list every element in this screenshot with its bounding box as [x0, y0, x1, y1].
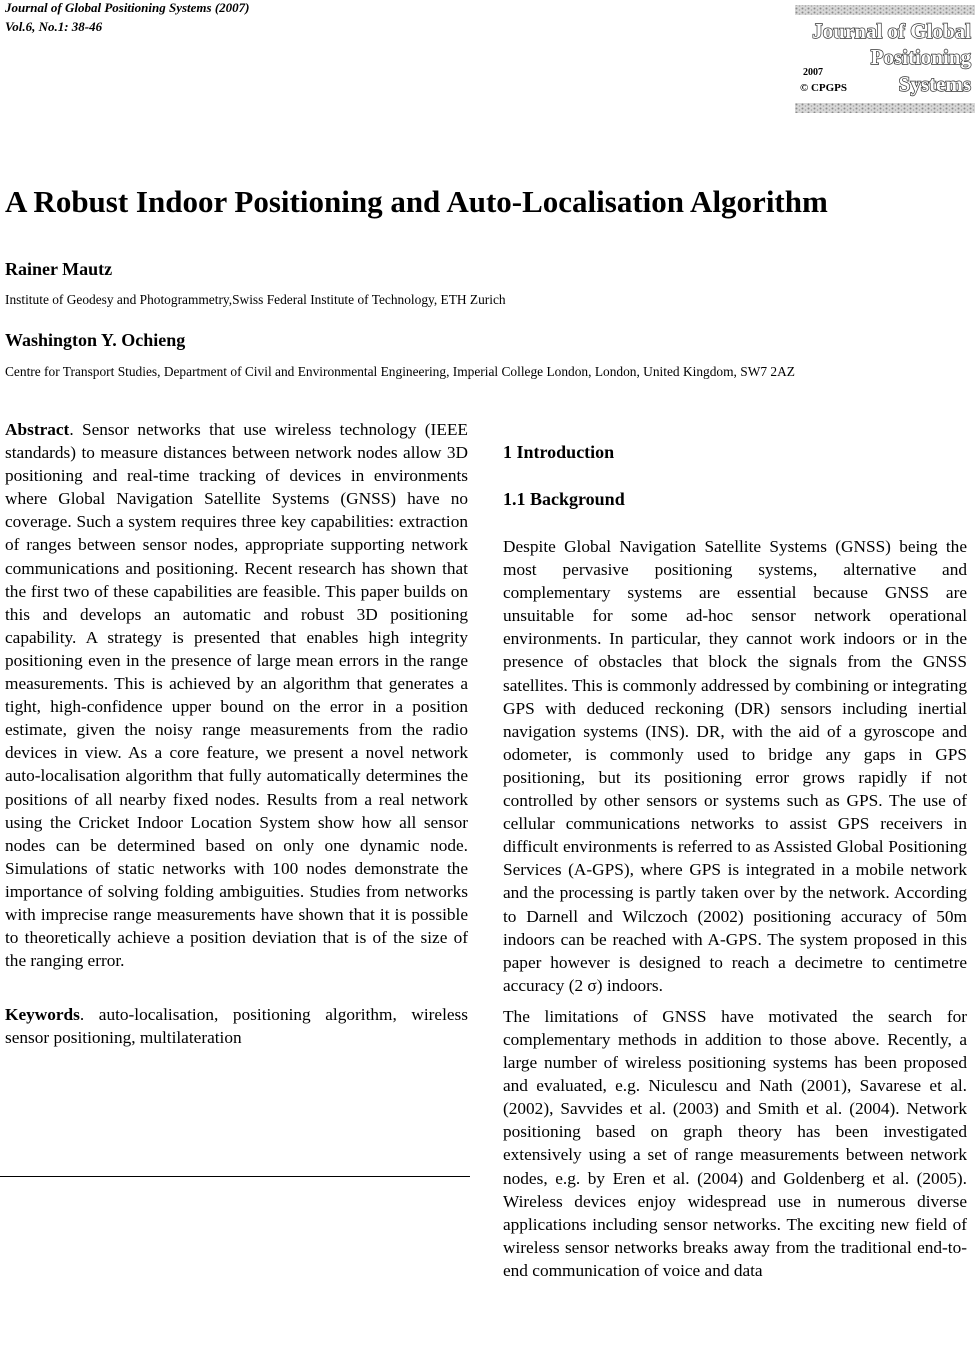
paper-title: A Robust Indoor Positioning and Auto-Localisation Algorithm [5, 184, 828, 219]
logo-year: 2007 [803, 67, 823, 78]
journal-volume: Vol.6, No.1: 38-46 [5, 19, 103, 34]
author-affiliation: Centre for Transport Studies, Department of Civil and Environmental Engineering, Imperial College London, London, United Kingdom, SW7 2AZ [5, 364, 795, 379]
logo-text-line1: Journal of Global [812, 19, 971, 43]
author-name: Rainer Mautz [5, 259, 113, 279]
keywords [5, 1003, 468, 1049]
body-paragraph: The limitations of GNSS have motivated the search for complementary methods in addition to those above. Recently, a large number of wireless positioning systems has been proposed and evaluated, e.g. Niculescu and Nath (2001), Savarese et al. (2002), Savvides et al. (2003) and Smith et al. (2004). Network positioning based on graph theory has been investigated extensively using a set of range measurements between network nodes, e.g. by Eren et al. (2004) and Goldenberg et al. (2005). Wireless devices enjoy widespread use in numerous diverse applications including sensor networks. The exciting new field of wireless sensor networks breaks away from the traditional end-to-end communication of voice and data [503, 1006, 967, 1280]
left-column [5, 418, 468, 1049]
section-heading: 1 Introduction [503, 442, 615, 462]
right-column [503, 441, 967, 1282]
keywords-text: . auto-localisation, positioning algorithm, wireless sensor positioning, multilateration [5, 1005, 468, 1048]
journal-logo [795, 3, 975, 115]
logo-text-line3: Systems [898, 72, 971, 96]
abstract-text: . Sensor networks that use wireless technology (IEEE standards) to measure distances between network nodes allow 3D positioning and real-time tracking of devices in environments where Global Navigation Satellite Systems (GNSS) have no coverage. Such a system requires three key capabilities: extraction of ranges between sensor nodes, appropriate supporting network communications and positioning. Recent research has shown that the first two of these capabilities are feasible. This paper builds on this and develops an automatic and robust 3D positioning capability. A strategy is presented that enables high integrity positioning even in the presence of large mean errors in the range measurements. This is achieved by an algorithm that generates a tight, high-confidence upper bound on the error in a position estimate, given the noisy range measurements from the radio devices in view. As a core feature, we present a novel network auto-localisation algorithm that fully automatically determines the positions of all nearby fixed nodes. Results from a real network using the Cricket Indoor Location System show how all sensor nodes can be determined based on only one dynamic node. Simulations of static networks with 100 nodes demonstrate the importance of solving folding ambiguities. Studies from networks with imprecise range measurements have shown that it is possible to theoretically achieve a position deviation that is of the size of the ranging error. [5, 420, 468, 971]
logo-bottom-band [795, 103, 975, 113]
subsection-heading: 1.1 Background [503, 489, 625, 509]
abstract-label: Abstract [5, 420, 70, 439]
journal-citation: Journal of Global Positioning Systems (2007) [5, 0, 250, 15]
body-paragraph: Despite Global Navigation Satellite Systems (GNSS) being the most pervasive positioning systems, alternative and complementary systems are essential because GNSS are unsuitable for some ad-hoc sensor network operational environments. In particular, they cannot work indoors or in the presence of obstacles that block the signals from the GNSS satellites. This is commonly addressed by combining or integrating GPS with deduced reckoning (DR) sensors including inertial navigation systems (INS). DR, with the aid of a gyroscope and odometer, is commonly used to bridge any gaps in GPS positioning, but its positioning error grows rapidly if not controlled by other sensors or systems such as GPS. The use of cellular communications networks to assist GPS receivers in difficult environments is referred to as Assisted Global Positioning Services (A-GPS), where GPS is integrated in a mobile network and the processing is partly taken over by the network. According to Darnell and Wilczoch (2002) positioning accuracy of 50m indoors can be reached with A-GPS. The system proposed in this paper however is designed to reach a decimetre to centimetre accuracy (2 σ) indoors. [503, 537, 967, 995]
author-name: Washington Y. Ochieng [5, 330, 186, 350]
journal-logo-graphic [795, 3, 975, 115]
keywords-label: Keywords [5, 1005, 80, 1025]
logo-copyright: © CPGPS [800, 82, 848, 94]
logo-top-band [795, 5, 975, 15]
logo-text-line2: Positioning [870, 45, 971, 69]
abstract [5, 418, 468, 972]
footnote-divider [0, 1176, 470, 1177]
author-affiliation: Institute of Geodesy and Photogrammetry,Swiss Federal Institute of Technology, ETH Zurich [5, 292, 506, 307]
